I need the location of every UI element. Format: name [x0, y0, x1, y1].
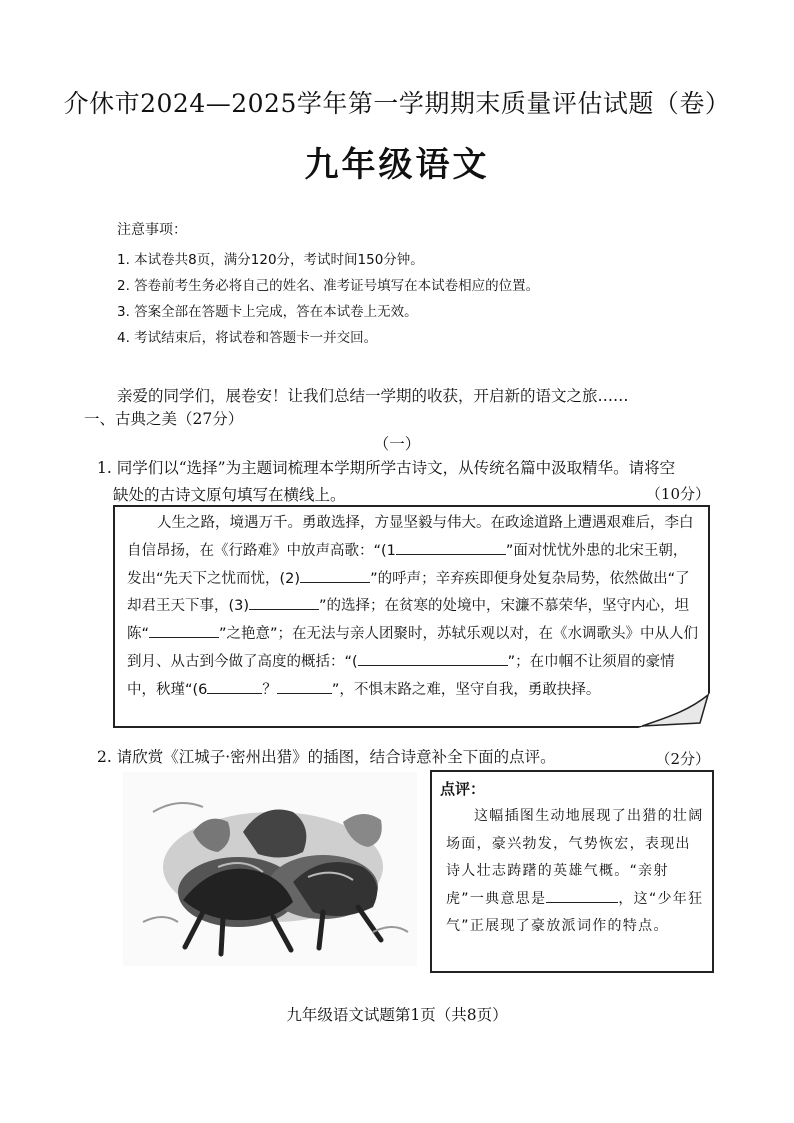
exam-title: 介休市2024—2025学年第一学期期末质量评估试题（卷）: [63, 89, 731, 118]
intro-text: 亲爱的同学们，展卷安！让我们总结一学期的收获，开启新的语文之旅……: [117, 387, 629, 405]
answer-blank-6b[interactable]: [277, 677, 332, 694]
question-1-text: 1. 同学们以“选择”为主题词梳理本学期所学古诗文，从传统名篇中汲取精华。请将空: [97, 459, 676, 477]
answer-blank-5[interactable]: [358, 649, 508, 666]
answer-blank-comment[interactable]: [546, 886, 618, 903]
question-1-score: （10分）: [645, 485, 710, 503]
notice-heading: 注意事项：: [117, 222, 187, 238]
passage-text: 人生之路，境遇万千。勇敢选择，方显坚毅与伟大。在政途道路上遭遇艰难后，李白自信昂扬，在《行路难》中放声高歌：“(1 ”面对忧忧外患的北宋王朝，发出“先天下之忧而忧，(2) ”的呼声；辛弃疾即便身处复杂局势，依然做出“了却君王天下事，(3) ”的选择；在贫寒的处境中，宋濂不慕荣华，坚守内心，坦陈“ ”之艳意”；在无法与亲人团聚时，苏轼乐观以对，在《水调歌头》中从人们到月、从古到今做了高度的概括：“( ”；在巾帼不让须眉的豪情中，秋瑾“(6 ？ ”，不惧末路之难，坚守自我，勇敢抉择。: [127, 515, 699, 698]
question-1-text-cont: 缺处的古诗文原句填写在横线上。: [113, 486, 346, 504]
question-2-score: （2分）: [655, 750, 710, 768]
notice-item: 4. 考试结束后，将试卷和答题卡一并交回。: [117, 330, 378, 346]
exam-subtitle: 九年级语文: [304, 145, 490, 185]
answer-blank-3[interactable]: [249, 593, 319, 610]
page-footer: 九年级语文试题第1页（共8页）: [286, 1006, 508, 1024]
answer-blank-1[interactable]: [396, 538, 506, 555]
notice-item: 3. 答案全部在答题卡上完成，答在本试卷上无效。: [117, 304, 418, 320]
notice-item: 1. 本试卷共8页，满分120分，考试时间150分钟。: [117, 252, 424, 268]
comment-heading: 点评：: [440, 780, 486, 798]
question-2-text: 2. 请欣赏《江城子·密州出猎》的插图，结合诗意补全下面的点评。: [97, 748, 556, 766]
part-heading: （一）: [373, 435, 421, 453]
notice-item: 2. 答卷前考生务必将自己的姓名、准考证号填写在本试卷相应的位置。: [117, 278, 540, 294]
answer-blank-6a[interactable]: [207, 677, 262, 694]
section-heading: 一、古典之美（27分）: [84, 410, 244, 428]
comment-text: 这幅插图生动地展现了出猎的壮阔场面，豪兴勃发，气势恢宏，表现出诗人壮志踌躇的英雄气概。“亲射虎”一典意思是 ，这“少年狂气”正展现了豪放派词作的特点。: [446, 808, 704, 934]
answer-blank-2[interactable]: [300, 566, 370, 583]
answer-blank-4[interactable]: [149, 621, 219, 638]
hunting-illustration: [123, 772, 417, 966]
